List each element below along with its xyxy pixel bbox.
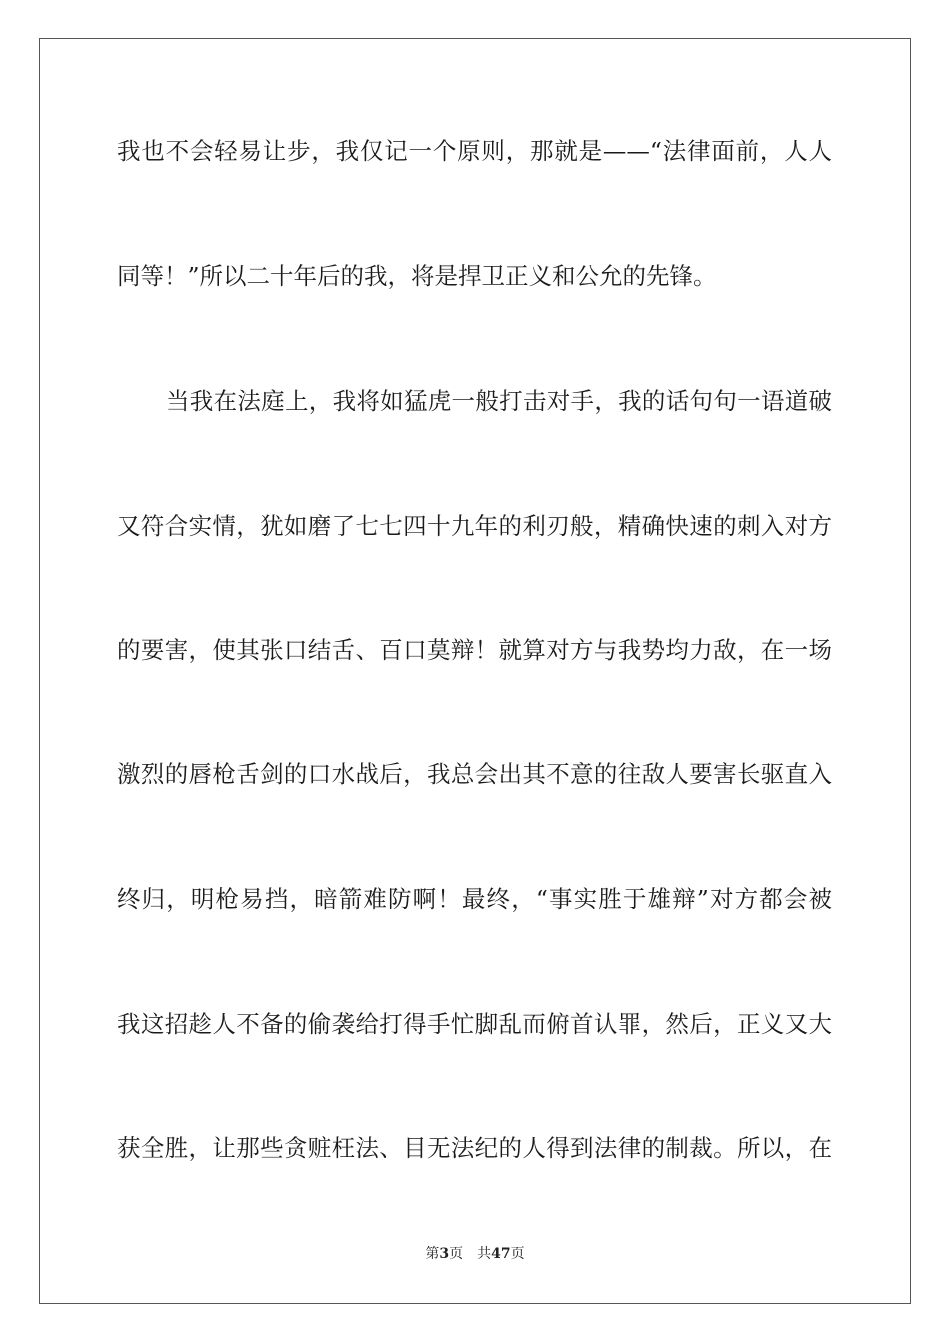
page-number: 3: [439, 1246, 450, 1262]
total-pages: 47: [491, 1246, 511, 1262]
text-line-6: 激烈的唇枪舌剑的口水战后，我总会出其不意的往敌人要害长驱直入: [117, 760, 832, 788]
text-line-1: 我也不会轻易让步，我仅记一个原则，那就是——“法律面前，人人: [117, 137, 832, 165]
text-line-3: 当我在法庭上，我将如猛虎一般打击对手，我的话句句一语道破: [166, 387, 832, 415]
text-line-8: 我这招趁人不备的偷袭给打得手忙脚乱而俯首认罪，然后，正义又大: [117, 1010, 832, 1038]
total-suffix: 页: [510, 1246, 525, 1262]
text-line-2: 同等！”所以二十年后的我，将是捍卫正义和公允的先锋。: [117, 262, 717, 290]
text-line-9: 获全胜，让那些贪赃枉法、目无法纪的人得到法律的制裁。所以，在: [117, 1134, 832, 1162]
page-prefix: 第: [425, 1246, 440, 1262]
page-border: [39, 38, 911, 1304]
text-line-5: 的要害，使其张口结舌、百口莫辩！就算对方与我势均力敌，在一场: [117, 636, 832, 664]
text-line-7: 终归，明枪易挡，暗箭难防啊！最终，“事实胜于雄辩”对方都会被: [117, 885, 832, 913]
page-footer: [0, 1244, 950, 1264]
total-prefix: 共: [477, 1246, 492, 1262]
text-line-4: 又符合实情，犹如磨了七七四十九年的利刃般，精确快速的刺入对方: [117, 512, 832, 540]
page-suffix: 页: [449, 1246, 464, 1262]
